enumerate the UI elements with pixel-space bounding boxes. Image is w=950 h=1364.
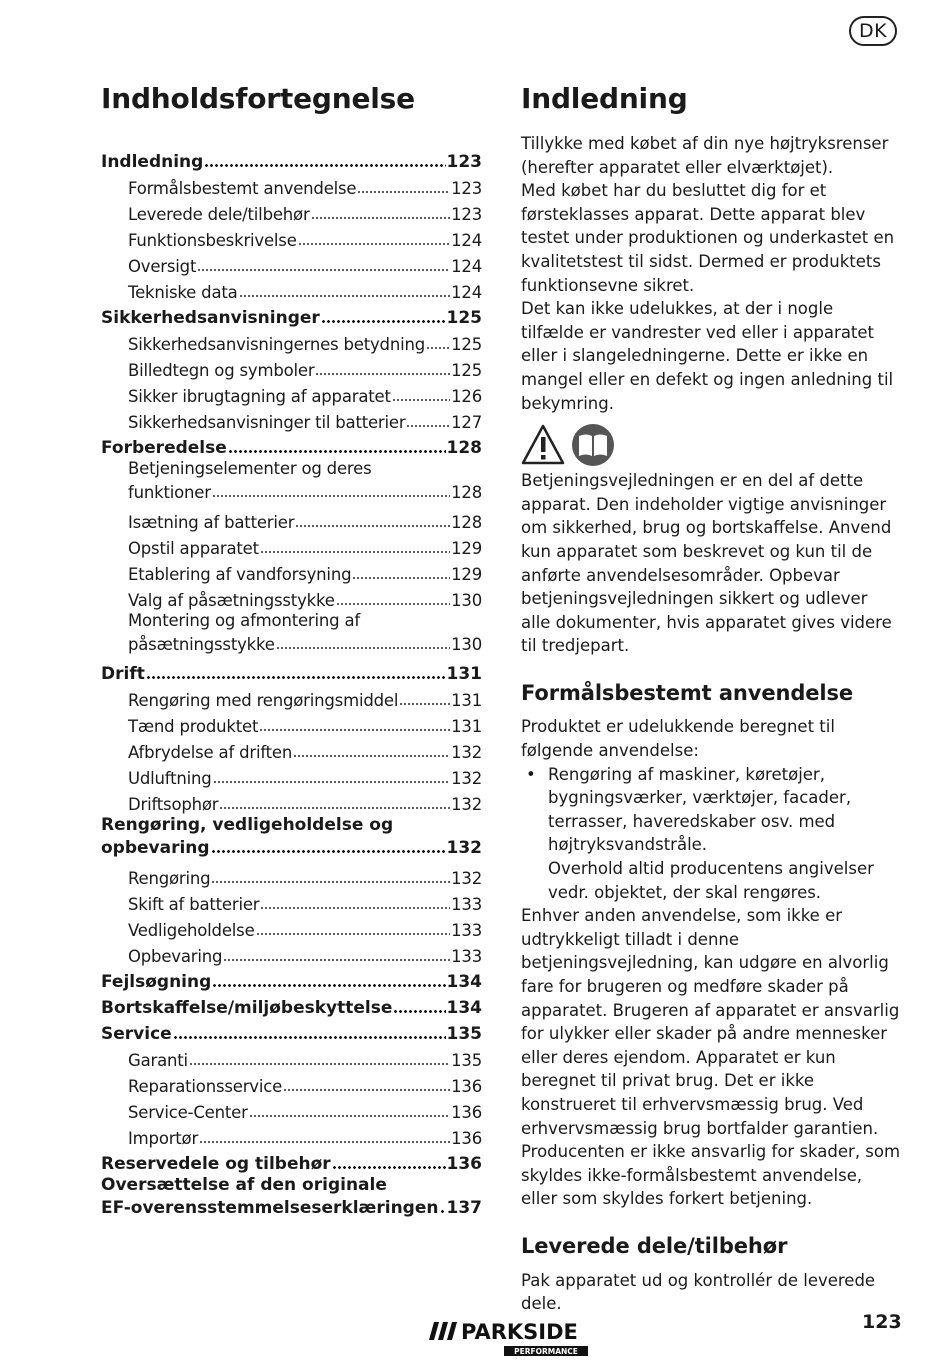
- toc-section[interactable]: [101, 1096, 482, 1122]
- toc-entry-label: Oversigt: [128, 257, 197, 276]
- toc-page-number: 134: [446, 972, 482, 992]
- toc-leader-dots: [259, 718, 450, 732]
- toc-leader-dots: [357, 180, 450, 194]
- toc-leader-dots: [212, 484, 450, 498]
- sub-brand-name: PERFORMANCE: [514, 1347, 578, 1356]
- toc-entry-label: Billedtegn og symboler: [128, 361, 315, 380]
- toc-section[interactable]: [101, 354, 482, 380]
- toc-page-number: 136: [451, 1103, 482, 1122]
- toc-entry-multiline[interactable]: [101, 814, 482, 862]
- toc-section[interactable]: [101, 480, 482, 502]
- intended-use-list: [521, 763, 901, 857]
- toc-entry-label: Garanti: [128, 1051, 188, 1070]
- toc-section[interactable]: [101, 1070, 482, 1096]
- toc-entry-label: Tænd produktet: [128, 717, 259, 736]
- toc-entry-label: Importør: [128, 1129, 199, 1148]
- toc-leader-dots: [199, 1130, 450, 1144]
- toc-leader-dots: [406, 414, 450, 428]
- toc-section[interactable]: [101, 250, 482, 276]
- intended-use-title: Formålsbestemt anvendelse: [521, 680, 854, 705]
- toc-entry-label: påsætningsstykke: [128, 635, 275, 654]
- toc-page-number: 132: [446, 838, 482, 858]
- toc-page-number: 132: [451, 869, 482, 888]
- toc-entry-label: Rengøring med rengøringsmiddel: [128, 691, 399, 710]
- toc-leader-dots: [219, 796, 450, 810]
- toc-page-number: 124: [451, 257, 482, 276]
- toc-entry-multiline[interactable]: [101, 458, 482, 506]
- toc-entry-label: Service-Center: [128, 1103, 248, 1122]
- intro-paragraph-2: Med købet har du besluttet dig for et førsteklasses apparat. Dette apparat blev testet under produktionen og underkastet en kvalitetstest til sidst. Dermed er produktets funktionsevne sikret.: [521, 181, 895, 295]
- toc-page-number: 133: [451, 921, 482, 940]
- toc-entry-multiline[interactable]: [101, 1174, 482, 1222]
- toc-entry-label: Valg af påsætningsstykke: [128, 591, 335, 610]
- toc-leader-dots: [223, 948, 450, 962]
- toc-page-number: 124: [451, 283, 482, 302]
- intended-use-paragraph-2: Enhver anden anvendelse, som ikke er udtrykkeligt tilladt i denne betjeningsvejledning, kan udgøre en alvorlig fare for brugeren og medføre skader på apparatet. Brugeren af apparatet er ansvarlig for ulykker eller skader på andre mennesker eller deres ejendom. Apparatet er kun beregnet til privat brug. Det er ikke konstrueret til erhvervsmæssig brug. Ved erhvervsmæssig brug bortfalder garantien. Producenten er ikke ansvarlig for skader, som skyldes ikke-formålsbestemt anvendelse, eller som skyldes forkert betjening.: [521, 906, 901, 1209]
- toc-page-number: 128: [451, 483, 482, 502]
- toc-page-number: 125: [446, 308, 482, 328]
- toc-chapter[interactable]: [101, 836, 482, 858]
- toc-section[interactable]: [101, 736, 482, 762]
- toc-entry-label: Etablering af vandforsyning: [128, 565, 352, 584]
- toc-page-number: 135: [446, 1024, 482, 1044]
- intro-column: [521, 132, 901, 1316]
- toc-leader-dots: [239, 284, 451, 298]
- brand-name: PARKSIDE: [461, 1320, 578, 1344]
- toc-page-number: 134: [446, 998, 482, 1018]
- toc-page-number: 132: [451, 769, 482, 788]
- toc-section[interactable]: [101, 224, 482, 250]
- toc-entry-label: Sikkerhedsanvisninger til batterier: [128, 413, 406, 432]
- toc-entry-label: EF-overensstemmelseserklæringen: [101, 1198, 439, 1218]
- toc-leader-dots: [311, 206, 451, 220]
- toc-section[interactable]: [101, 276, 482, 302]
- toc-leader-dots: [211, 870, 450, 884]
- toc-section[interactable]: [101, 762, 482, 788]
- toc-entry-label: Sikkerhedsanvisninger: [101, 308, 320, 328]
- toc-page-number: 131: [451, 717, 482, 736]
- toc-section[interactable]: [101, 632, 482, 654]
- toc-chapter[interactable]: [101, 302, 482, 328]
- toc-leader-dots: [249, 1104, 450, 1118]
- safety-icons: [521, 423, 901, 467]
- intro-paragraph-4: Betjeningsvejledningen er en del af dette apparat. Den indeholder vigtige anvisninger om sikkerhed, brug og bortskaffelse. Anvend kun apparatet som beskrevet og kun til de anførte anvendelsesområder. Opbevar betjeningsvejledningen sikkert og udlever alle dokumenter, hvis apparatet gives videre til tredjepart.: [521, 471, 892, 656]
- toc-leader-dots: [256, 922, 451, 936]
- toc-chapter[interactable]: [101, 966, 482, 992]
- toc-entry-label: funktioner: [128, 483, 211, 502]
- toc-entry-label: Drift: [101, 664, 145, 684]
- toc-page-number: 136: [451, 1077, 482, 1096]
- toc-entry-label: Fejlsøgning: [101, 972, 212, 992]
- delivered-paragraph-1: Pak apparatet ud og kontrollér de leverede dele.: [521, 1270, 876, 1314]
- toc-page-number: 133: [451, 895, 482, 914]
- toc-chapter[interactable]: [101, 1018, 482, 1044]
- list-item: • Rengøring af maskiner, køretøjer, bygningsværker, værktøjer, facader, terrasser, haveredskaber osv. med højtryksvandstråle.: [521, 763, 901, 857]
- intended-use-note: Overhold altid producentens angivelser vedr. objektet, der skal rengøres.: [548, 859, 874, 902]
- toc-section[interactable]: [101, 532, 482, 558]
- toc-page-number: 136: [451, 1129, 482, 1148]
- toc-entry-label: Formålsbestemt anvendelse: [128, 179, 357, 198]
- toc-leader-dots: [173, 1026, 446, 1040]
- page-number: 123: [862, 1311, 902, 1333]
- toc-leader-dots: [399, 692, 450, 706]
- toc-page-number: 131: [451, 691, 482, 710]
- toc-page-number: 124: [451, 231, 482, 250]
- toc-section[interactable]: [101, 558, 482, 584]
- toc-entry-label: Reservedele og tilbehør: [101, 1154, 331, 1174]
- toc-page-number: 125: [451, 335, 482, 354]
- toc-entry-label: Opstil apparatet: [128, 539, 259, 558]
- table-of-contents: [101, 146, 482, 1222]
- toc-entry-label: opbevaring: [101, 838, 210, 858]
- toc-page-number: 123: [451, 205, 482, 224]
- parkside-logo: [428, 1316, 590, 1358]
- toc-section[interactable]: [101, 1044, 482, 1070]
- toc-leader-dots: [204, 154, 445, 168]
- toc-entry-label-line1: Betjeningselementer og deres: [128, 459, 372, 478]
- toc-entry-label: Rengøring: [128, 869, 211, 888]
- toc-page-number: 126: [451, 387, 482, 406]
- toc-entry-label: Reparationsservice: [128, 1077, 283, 1096]
- intended-use-paragraph-1: Produktet er udelukkende beregnet til følgende anvendelse:: [521, 717, 835, 761]
- toc-entry-label: Indledning: [101, 152, 204, 172]
- toc-title: Indholdsfortegnelse: [101, 82, 415, 115]
- toc-leader-dots: [321, 310, 446, 324]
- toc-section[interactable]: [101, 506, 482, 532]
- toc-entry-label: Afbrydelse af driften: [128, 743, 293, 762]
- toc-entry-label-line1: Oversættelse af den originale: [101, 1175, 387, 1195]
- toc-entry-label: Tekniske data: [128, 283, 238, 302]
- toc-section[interactable]: [101, 710, 482, 736]
- toc-section[interactable]: [101, 406, 482, 432]
- toc-entry-label: Isætning af batterier: [128, 513, 295, 532]
- toc-leader-dots: [212, 974, 445, 988]
- toc-leader-dots: [440, 1200, 446, 1214]
- toc-section[interactable]: [101, 172, 482, 198]
- toc-page-number: 131: [446, 664, 482, 684]
- toc-leader-dots: [298, 232, 450, 246]
- toc-leader-dots: [228, 440, 446, 454]
- toc-section[interactable]: [101, 198, 482, 224]
- toc-page-number: 136: [446, 1154, 482, 1174]
- toc-entry-label: Vedligeholdelse: [128, 921, 255, 940]
- toc-section[interactable]: [101, 328, 482, 354]
- toc-page-number: 130: [451, 635, 482, 654]
- intro-paragraph-3: Det kan ikke udelukkes, at der i nogle tilfælde er vandrester ved eller i apparatet eller i slangeledningerne. Dette er ikke en mangel eller en defekt og ingen anledning til bekymring.: [521, 299, 894, 413]
- toc-leader-dots: [146, 666, 446, 680]
- toc-page-number: 135: [451, 1051, 482, 1070]
- toc-section[interactable]: [101, 940, 482, 966]
- toc-page-number: 132: [451, 795, 482, 814]
- toc-section[interactable]: [101, 788, 482, 814]
- toc-leader-dots: [393, 1000, 445, 1014]
- toc-entry-label: Skift af batterier: [128, 895, 260, 914]
- language-badge: DK: [849, 16, 897, 46]
- toc-leader-dots: [293, 744, 450, 758]
- toc-entry-label: Sikker ibrugtagning af apparatet: [128, 387, 391, 406]
- toc-page-number: 128: [446, 438, 482, 458]
- toc-entry-label: Funktionsbeskrivelse: [128, 231, 297, 250]
- toc-page-number: 123: [451, 179, 482, 198]
- intro-paragraph-1: Tillykke med købet af din nye højtryksrenser (herefter apparatet eller elværktøjet).: [521, 134, 889, 177]
- toc-leader-dots: [283, 1078, 450, 1092]
- toc-leader-dots: [211, 840, 446, 854]
- toc-section[interactable]: [101, 1122, 482, 1148]
- intro-title: Indledning: [521, 82, 688, 115]
- toc-leader-dots: [295, 514, 450, 528]
- toc-leader-dots: [260, 896, 450, 910]
- toc-leader-dots: [352, 566, 450, 580]
- delivered-title: Leverede dele/tilbehør: [521, 1233, 788, 1258]
- toc-entry-label: Udluftning: [128, 769, 212, 788]
- toc-page-number: 130: [451, 591, 482, 610]
- toc-leader-dots: [276, 636, 450, 650]
- toc-entry-label: Opbevaring: [128, 947, 223, 966]
- toc-page-number: 128: [451, 513, 482, 532]
- toc-entry-label: Driftsophør: [128, 795, 219, 814]
- toc-section[interactable]: [101, 380, 482, 406]
- toc-chapter[interactable]: [101, 146, 482, 172]
- toc-chapter[interactable]: [101, 1196, 482, 1218]
- toc-section[interactable]: [101, 684, 482, 710]
- toc-page-number: 137: [446, 1198, 482, 1218]
- toc-page-number: 129: [451, 565, 482, 584]
- toc-leader-dots: [189, 1052, 450, 1066]
- toc-entry-label: Leverede dele/tilbehør: [128, 205, 310, 224]
- toc-entry-label-line1: Rengøring, vedligeholdelse og: [101, 815, 394, 835]
- toc-page-number: 125: [451, 361, 482, 380]
- toc-section[interactable]: [101, 914, 482, 940]
- toc-section[interactable]: [101, 584, 482, 610]
- toc-page-number: 132: [451, 743, 482, 762]
- toc-leader-dots: [336, 592, 450, 606]
- toc-chapter[interactable]: [101, 658, 482, 684]
- toc-page-number: 127: [451, 413, 482, 432]
- toc-section[interactable]: [101, 862, 482, 888]
- toc-leader-dots: [213, 770, 451, 784]
- toc-leader-dots: [260, 540, 450, 554]
- toc-leader-dots: [392, 388, 450, 402]
- toc-leader-dots: [197, 258, 450, 272]
- toc-page-number: 123: [446, 152, 482, 172]
- toc-entry-multiline[interactable]: [101, 610, 482, 658]
- toc-entry-label: Bortskaffelse/miljøbeskyttelse: [101, 998, 393, 1018]
- toc-page-number: 129: [451, 539, 482, 558]
- toc-entry-label: Service: [101, 1024, 172, 1044]
- warning-triangle-icon: [521, 423, 565, 467]
- toc-section[interactable]: [101, 888, 482, 914]
- toc-leader-dots: [426, 336, 450, 350]
- toc-leader-dots: [315, 362, 450, 376]
- toc-chapter[interactable]: [101, 992, 482, 1018]
- manual-book-icon: [571, 423, 615, 467]
- toc-page-number: 133: [451, 947, 482, 966]
- toc-chapter[interactable]: [101, 432, 482, 458]
- toc-entry-label: Forberedelse: [101, 438, 227, 458]
- toc-entry-label-line1: Montering og afmontering af: [128, 611, 360, 630]
- toc-chapter[interactable]: [101, 1148, 482, 1174]
- toc-entry-label: Sikkerhedsanvisningernes betydning: [128, 335, 425, 354]
- toc-leader-dots: [332, 1156, 446, 1170]
